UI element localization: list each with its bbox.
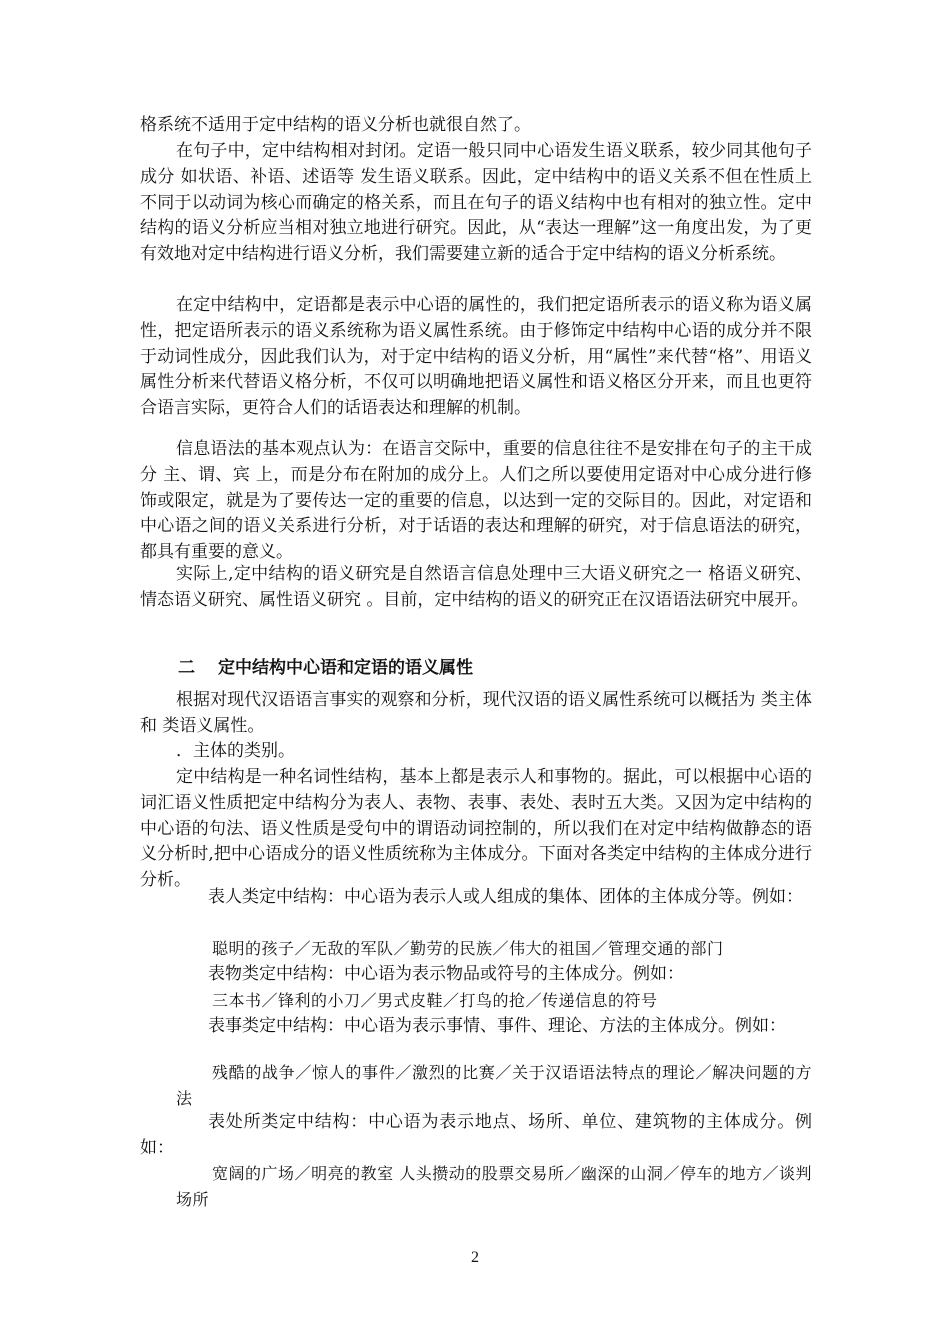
example-list: 宽阔的广场／明亮的教室 人头攒动的股票交易所／幽深的山洞／停车的地方／谈判场所 bbox=[176, 1164, 812, 1209]
paragraph: 根据对现代汉语语言事实的观察和分析，现代汉语的语义属性系统可以概括为 类主体和 类语义属性。 bbox=[140, 690, 812, 736]
section-title: 定中结构中心语和定语的语义属性 bbox=[218, 658, 473, 678]
paragraph: 在句子中，定中结构相对封闭。定语一般只同中心语发生语义联系，较少同其他句子成分 如状语、补语、述语等 发生语义联系。因此，定中结构中的语义关系不但在性质上不同于以动词为核心而确定的格关系，而且在句子的语义结构中也有相对的独立性。定中结构的语义分析应当相对独立地进行研究。因此，从“表达一理解”这一角度出发，为了更有效地对定中结构进行语义分析，我们需要建立新的适合于定中结构的语义分析系统。 bbox=[140, 141, 812, 265]
paragraph: 表事类定中结构：中心语为表示事情、事件、理论、方法的主体成分。例如： bbox=[208, 1016, 786, 1036]
paragraph: 在定中结构中，定语都是表示中心语的属性的，我们把定语所表示的语义称为语义属性，把定语所表示的语义系统称为语义属性系统。由于修饰定中结构中心语的成分并不限于动词性成分，因此我们认为，对于定中结构的语义分析，用“属性”来代替“格”、用语义属性分析来代替语义格分析，不仅可以明确地把语义属性和语义格区分开来，而且也更符合语言实际，更符合人们的话语表达和理解的机制。 bbox=[140, 295, 812, 419]
section-number: 二 bbox=[178, 658, 195, 678]
example-list: 残酷的战争／惊人的事件／激烈的比赛／关于汉语语法特点的理论／解决问题的方法 bbox=[176, 1063, 812, 1108]
example-list: 聪明的孩子／无敌的军队／勤劳的民族／伟大的祖国／管理交通的部门 bbox=[212, 939, 724, 958]
example-list: 三本书／锋利的小刀／男式皮鞋／打鸟的抢／传递信息的符号 bbox=[212, 991, 658, 1010]
paragraph: 定中结构是一种名词性结构，基本上都是表示人和事物的。据此，可以根据中心语的词汇语义性质把定中结构分为表人、表物、表事、表处、表时五大类。又因为定中结构的中心语的句法、语义性质是受句中的谓语动词控制的，所以我们在对定中结构做静态的语义分析时,把中心语成分的语义性质统称为主体成分。下面对各类定中结构的主体成分进行分析。 bbox=[140, 767, 812, 891]
paragraph: 信息语法的基本观点认为：在语言交际中，重要的信息往往不是安排在句子的主干成分 主、谓、宾 上，而是分布在附加的成分上。人们之所以要使用定语对中心成分进行修饰或限定，就是为了要传达一定的重要的信息，以达到一定的交际目的。因此，对定语和中心语之间的语义关系进行分析，对于话语的表达和理解的研究，对于信息语法的研究，都具有重要的意义。 bbox=[140, 439, 812, 563]
page-number: 2 bbox=[471, 1249, 479, 1266]
paragraph: 表处所类定中结构：中心语为表示地点、场所、单位、建筑物的主体成分。例如： bbox=[140, 1112, 812, 1158]
paragraph: 格系统不适用于定中结构的语义分析也就很自然了。 bbox=[140, 115, 531, 135]
paragraph: 表物类定中结构：中心语为表示物品或符号的主体成分。例如： bbox=[208, 964, 684, 984]
paragraph: 表人类定中结构：中心语为表示人或人组成的集体、团体的主体成分等。例如： bbox=[208, 887, 803, 907]
section-heading bbox=[178, 653, 473, 678]
paragraph: ．主体的类别。 bbox=[176, 741, 295, 761]
paragraph: 实际上,定中结构的语义研究是自然语言信息处理中三大语义研究之一 格语义研究、情态语义研究、属性语义研究 。目前，定中结构的语义的研究正在汉语语法研究中展开。 bbox=[140, 564, 812, 610]
